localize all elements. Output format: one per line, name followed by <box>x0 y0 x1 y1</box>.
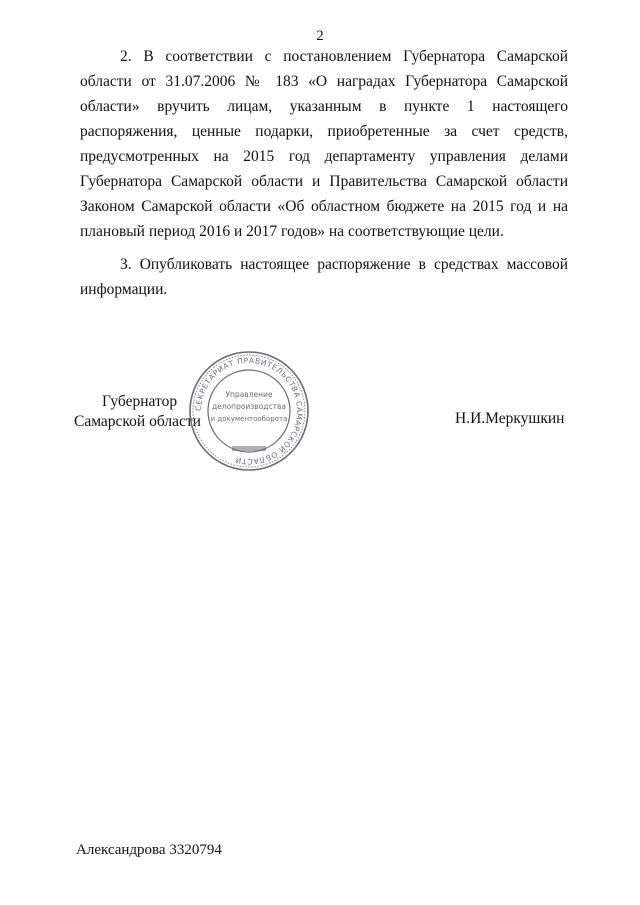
paragraph-2: 2. В соответствии с постановлением Губернатора Самарской области от 31.07.2006 № 183 «О наградах Губернатора Самарской области» вручить лицам, указанным в пункте 1 настоящего распоряжения, ценные подарки, приобретенные за счет средств, предусмотренных на 2015 год департаменту управления делами Губернатора Самарской области и Правительства Самарской области Законом Самарской области «Об областном бюджете на 2015 год и на плановый период 2016 и 2017 годов» на соответствующие цели. <box>80 48 568 240</box>
signatory-name: Н.И.Меркушкин <box>455 410 565 427</box>
signature-title <box>74 392 201 432</box>
stamp-line1: Управление <box>225 390 273 399</box>
page-number: 2 <box>316 28 324 44</box>
stamp-line3: и документооборота <box>210 415 288 423</box>
paragraph-3: 3. Опубликовать настоящее распоряжение в средствах массовой информации. <box>80 256 568 298</box>
document-body <box>80 44 568 302</box>
signature-title-line2: Самарской области <box>74 413 201 430</box>
official-stamp <box>188 350 310 472</box>
stamp-line2: делопроизводства <box>211 402 287 411</box>
executor-contact: Александрова 3320794 <box>76 842 222 858</box>
signature-title-line1: Губернатор <box>102 393 178 410</box>
stamp-ring-text: СЕКРЕТАРИАТ ПРАВИТЕЛЬСТВА САМАРСКОЙ ОБЛАСТИ <box>193 355 305 467</box>
